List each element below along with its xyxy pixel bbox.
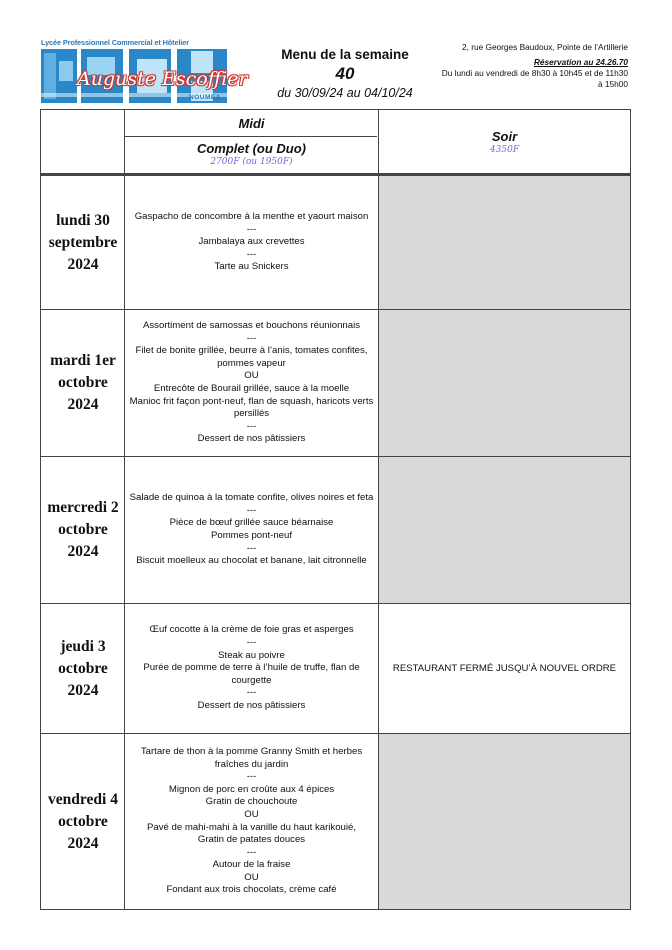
- menu-item: Pommes pont-neuf: [210, 530, 293, 541]
- menu-item: ---: [246, 504, 257, 516]
- day-label: mercredi 2 octobre 2024: [47, 499, 119, 560]
- reservation-phone: Réservation au 24.26.70: [533, 57, 628, 67]
- soir-label: Soir: [491, 129, 518, 144]
- menu-item: Purée de pomme de terre à l’huile de truffe, flan de courgette: [143, 662, 360, 686]
- logo-school-name: Lycée Professionnel Commercial et Hôtelier: [41, 38, 190, 47]
- header-center: [245, 46, 445, 102]
- day-label: vendredi 4 octobre 2024: [48, 790, 118, 852]
- menu-item: Steak au poivre: [218, 649, 285, 661]
- menu-item: Jambalaya aux crevettes: [198, 236, 305, 248]
- menu-item: ---: [246, 637, 257, 649]
- week-dates: du 30/09/24 au 04/10/24: [277, 86, 413, 100]
- menu-item: Biscuit moelleux au chocolat et banane, lait citronnelle: [136, 555, 367, 567]
- menu-item: Pavé de mahi-mahi à la vanille du haut karikouié,: [146, 821, 357, 833]
- menu-item: Assortiment de samossas et bouchons réunionnais: [142, 320, 361, 332]
- menu-item: OU: [244, 871, 259, 883]
- day-label: jeudi 3 octobre 2024: [58, 637, 108, 699]
- menu-item: ---: [246, 846, 257, 858]
- complet-label: Complet (ou Duo): [196, 141, 307, 156]
- day-label: mardi 1er octobre 2024: [50, 352, 116, 413]
- menu-item: ---: [246, 223, 257, 235]
- menu-item: Manioc frit façon pont-neuf, flan de squash, haricots verts persillés: [129, 395, 374, 420]
- menu-item: ---: [246, 332, 257, 344]
- day-menu: [125, 734, 378, 909]
- soir-cell: [379, 734, 630, 909]
- menu-item: Pièce de bœuf grillée sauce béarnaise: [169, 517, 334, 529]
- menu-item: ---: [246, 420, 257, 432]
- soir-cell: [379, 310, 630, 456]
- menu-item: Salade de quinoa à la tomate confite, olives noires et feta: [129, 492, 374, 504]
- address: 2, rue Georges Baudoux, Pointe de l’Artillerie: [461, 42, 628, 52]
- menu-item: Dessert de nos pâtissiers: [197, 699, 306, 711]
- page-title: Menu de la semaine: [281, 47, 409, 62]
- menu-item: ---: [246, 248, 257, 260]
- week-number: 40: [335, 64, 355, 83]
- menu-item: OU: [244, 370, 259, 382]
- menu-item: ---: [246, 771, 257, 783]
- menu-item: Fondant aux trois chocolats, crème café: [166, 884, 337, 896]
- soir-price: 4350F: [489, 145, 520, 155]
- menu-item: Entrecôte de Bourail grillée, sauce à la moelle: [153, 383, 350, 394]
- menu-item: Tarte au Snickers: [214, 261, 289, 273]
- soir-closed-notice: RESTAURANT FERMÉ JUSQU’À NOUVEL ORDRE: [392, 663, 617, 674]
- school-logo: [41, 38, 248, 106]
- day-menu: [125, 176, 378, 309]
- menu-item: Filet de bonite grillée, beurre à l’anis, tomates confites, pommes vapeur: [135, 345, 368, 369]
- day-menu: [125, 604, 378, 733]
- menu-item: ---: [246, 687, 257, 699]
- menu-item: Œuf cocotte à la crème de foie gras et asperges: [149, 624, 354, 636]
- menu-item: Autour de la fraise: [212, 859, 291, 871]
- day-menu: [125, 310, 378, 456]
- menu-item: Gratin de patates douces: [197, 834, 306, 846]
- menu-item: OU: [244, 808, 259, 820]
- opening-hours: Du lundi au vendredi de 8h30 à 10h45 et de 11h30 à 15h00: [441, 68, 628, 89]
- day-label: lundi 30 septembre 2024: [48, 211, 118, 273]
- complet-header: [125, 137, 378, 173]
- menu-item: ---: [246, 542, 257, 554]
- menu-item: Dessert de nos pâtissiers: [197, 433, 306, 445]
- logo-signature: Auguste Escoffier: [77, 68, 248, 90]
- soir-cell: [379, 176, 630, 309]
- logo-city: NOUMEA: [189, 94, 221, 101]
- complet-price: 2700F (ou 1950F): [210, 157, 293, 167]
- day-menu: [125, 457, 378, 603]
- midi-header: Midi: [238, 115, 265, 131]
- menu-item: Mignon de porc en croûte aux 4 épices: [168, 783, 335, 795]
- menu-item: Tartare de thon à la pomme Granny Smith et herbes fraîches du jardin: [140, 745, 363, 770]
- menu-table: [40, 109, 631, 910]
- soir-cell: [379, 457, 630, 603]
- menu-item: Gaspacho de concombre à la menthe et yaourt maison: [134, 211, 369, 223]
- menu-item: Gratin de chouchoute: [205, 796, 298, 808]
- contact-info: [418, 42, 628, 90]
- soir-header: [379, 110, 630, 173]
